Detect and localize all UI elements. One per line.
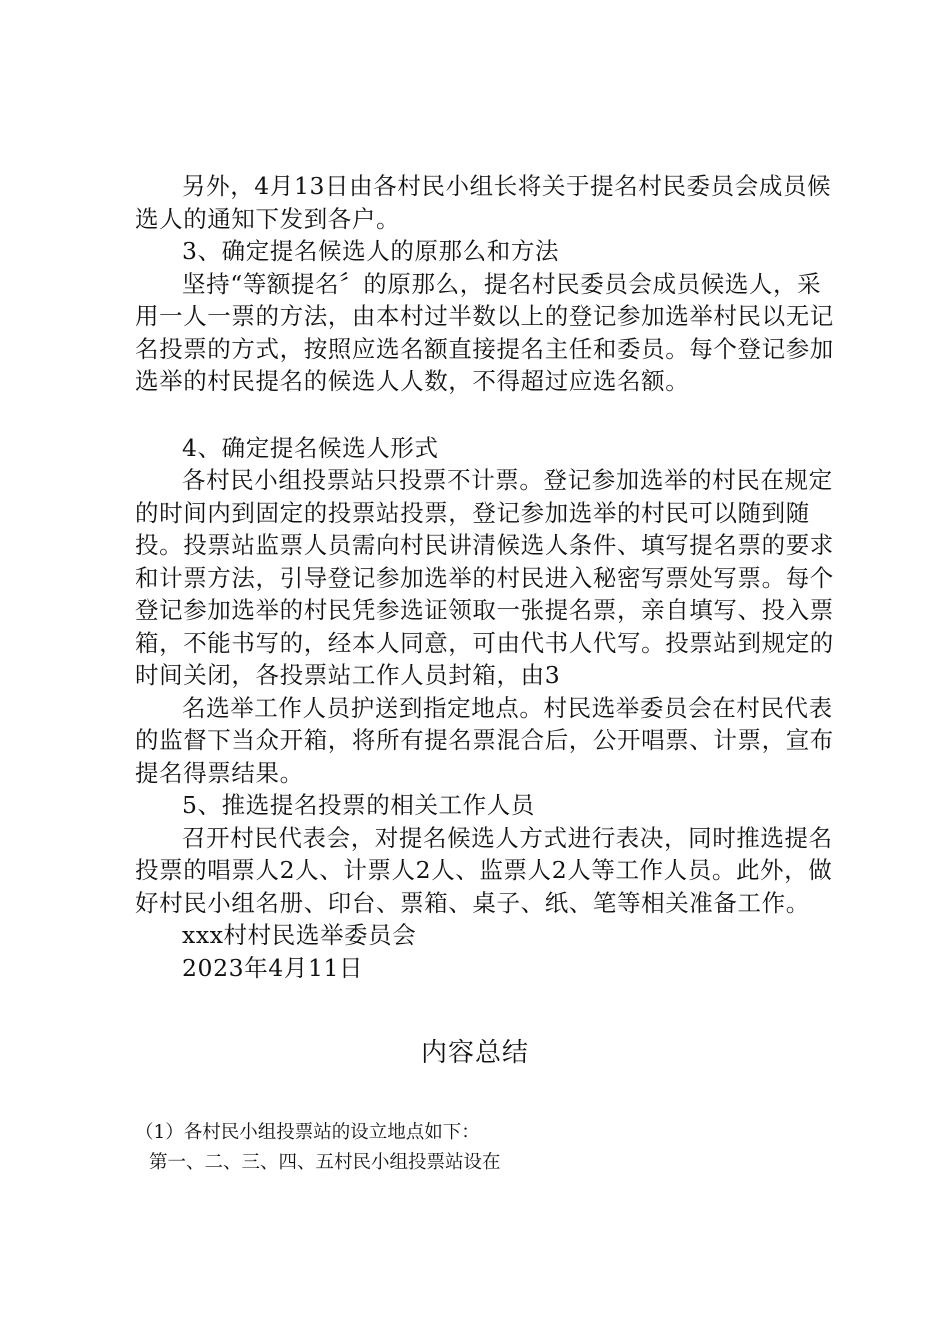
paragraph-form: 各村民小组投票站只投票不计票。登记参加选举的村民在规定的时间内到固定的投票站投票，登记参加选举的村民可以随到随投。投票站监票人员需向村民讲清候选人条件、填写提名票的要求和计票方法，引导登记参加选举的村民进入秘密写票处写票。每个登记参加选举的村民凭参选证领取一张提名票，亲自填写、投入票箱，不能书写的，经本人同意，可由代书人代写。投票站到规定的时间关闭，各投票站工作人员封箱，由3	[135, 466, 834, 689]
heading-principle: 3、确定提名候选人的原那么和方法	[182, 237, 560, 265]
summary-line-2: 第一、二、三、四、五村民小组投票站设在	[149, 1152, 501, 1173]
summary-section	[135, 1118, 835, 1178]
paragraph-notice: 另外，4月13日由各村民小组长将关于提名村民委员会成员候选人的通知下发到各户。	[135, 172, 832, 233]
paragraph-principle: 坚持“等额提名〞的原那么，提名村民委员会成员候选人，采用一人一票的方法，由本村过半数以上的登记参加选举村民以无记名投票的方式，按照应选名额直接提名主任和委员。每个登记参加选举的村民提名的候选人人数，不得超过应选名额。	[135, 269, 834, 395]
paragraph-gap	[135, 398, 835, 432]
signature-committee: xxx村村民选举委员会	[182, 921, 417, 949]
document-body	[135, 170, 835, 984]
summary-title: 内容总结	[420, 1038, 529, 1068]
heading-staff: 5、推选提名投票的相关工作人员	[182, 791, 535, 819]
paragraph-counting: 名选举工作人员护送到指定地点。村民选举委员会在村民代表的监督下当众开箱，将所有提名票混合后，公开唱票、计票，宣布提名得票结果。	[135, 693, 834, 787]
paragraph-staff: 召开村民代表会，对提名候选人方式进行表决，同时推选提名投票的唱票人2人、计票人2人、监票人2人等工作人员。此外，做好村民小组名册、印台、票箱、桌子、纸、笔等相关准备工作。	[135, 823, 833, 917]
summary-line-1: （1）各村民小组投票站的设立地点如下：	[135, 1122, 480, 1143]
signature-date: 2023年4月11日	[182, 953, 364, 982]
heading-form: 4、确定提名候选人形式	[182, 433, 439, 462]
